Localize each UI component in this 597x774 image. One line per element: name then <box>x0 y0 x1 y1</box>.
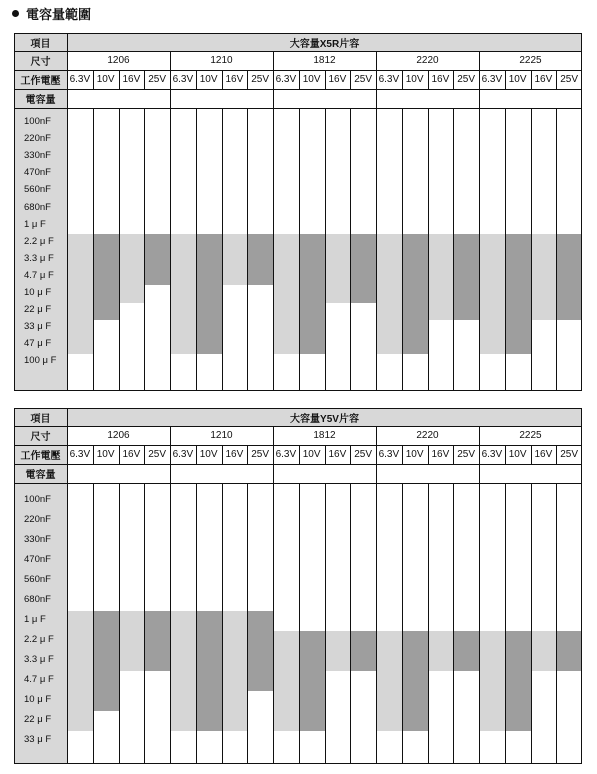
row-divider <box>14 89 582 90</box>
range-bar <box>144 234 170 285</box>
range-bar <box>144 611 170 671</box>
column-divider <box>325 445 326 464</box>
capacitance-value: 560nF <box>24 184 51 196</box>
column-divider <box>350 108 351 391</box>
column-divider <box>479 426 480 764</box>
size-header: 2225 <box>519 430 542 441</box>
voltage-header: 10V <box>96 449 115 460</box>
column-divider <box>119 108 120 391</box>
column-divider <box>428 70 429 89</box>
voltage-header: 10V <box>508 74 527 85</box>
column-divider <box>325 108 326 391</box>
capacitance-table-y5v <box>14 408 582 764</box>
voltage-header: 25V <box>148 74 167 85</box>
column-divider <box>428 445 429 464</box>
section-title-text: 電容量範圍 <box>26 7 92 22</box>
column-divider <box>247 483 248 764</box>
range-bar <box>325 631 351 671</box>
bullet-icon <box>12 10 19 17</box>
column-divider <box>222 70 223 89</box>
column-divider <box>247 70 248 89</box>
range-bar <box>273 234 299 354</box>
header-row-size <box>14 426 582 445</box>
capacitance-label: 電容量 <box>14 464 67 483</box>
column-divider <box>325 70 326 89</box>
column-divider <box>453 483 454 764</box>
column-divider <box>402 70 403 89</box>
capacitance-label: 電容量 <box>14 89 67 108</box>
table-title: 大容量Y5V片容 <box>67 408 582 426</box>
range-bar <box>247 611 273 691</box>
column-divider <box>402 483 403 764</box>
column-divider <box>273 426 274 764</box>
range-bar <box>376 631 402 731</box>
voltage-header: 10V <box>405 449 424 460</box>
column-divider <box>144 70 145 89</box>
voltage-header: 25V <box>354 449 373 460</box>
voltage-header: 6.3V <box>378 74 400 85</box>
capacitance-value: 220nF <box>24 133 51 145</box>
voltage-header: 25V <box>251 449 270 460</box>
range-bar <box>93 611 119 711</box>
header-row-item <box>14 408 582 426</box>
voltage-header: 16V <box>328 449 347 460</box>
voltage-label: 工作電壓 <box>14 445 67 464</box>
column-divider <box>222 108 223 391</box>
size-header: 1210 <box>210 55 233 66</box>
row-divider <box>14 464 582 465</box>
column-divider <box>196 70 197 89</box>
range-bar <box>222 611 248 731</box>
capacitance-value: 2.2 μ F <box>24 235 54 247</box>
range-bar <box>453 234 479 320</box>
size-header: 2225 <box>519 55 542 66</box>
voltage-header: 16V <box>534 449 553 460</box>
voltage-header: 16V <box>431 449 450 460</box>
range-bar <box>505 234 531 354</box>
column-divider <box>531 108 532 391</box>
voltage-header: 16V <box>122 74 141 85</box>
capacitance-value: 4.7 μ F <box>24 269 54 281</box>
range-bar <box>273 631 299 731</box>
voltage-header: 16V <box>225 74 244 85</box>
column-divider <box>273 51 274 391</box>
capacitance-value: 3.3 μ F <box>24 252 54 264</box>
item-label: 項目 <box>14 408 67 426</box>
column-divider <box>67 33 68 391</box>
size-header: 1210 <box>210 430 233 441</box>
capacitance-value: 100nF <box>24 494 51 505</box>
column-divider <box>556 445 557 464</box>
voltage-header: 10V <box>199 449 218 460</box>
column-divider <box>196 108 197 391</box>
column-divider <box>402 445 403 464</box>
section-title <box>12 4 91 23</box>
voltage-header: 6.3V <box>69 449 91 460</box>
column-divider <box>196 445 197 464</box>
voltage-header: 25V <box>148 449 167 460</box>
range-bar <box>531 234 557 320</box>
range-bar <box>299 234 325 354</box>
header-row-capacitance <box>14 89 582 108</box>
capacitance-value: 330nF <box>24 150 51 162</box>
capacitance-value: 47 μ F <box>24 338 52 350</box>
size-header: 1812 <box>313 55 336 66</box>
column-divider <box>247 445 248 464</box>
voltage-header: 25V <box>354 74 373 85</box>
capacitance-value: 680nF <box>24 594 51 605</box>
voltage-header: 25V <box>251 74 270 85</box>
capacitance-table-x5r <box>14 33 582 391</box>
voltage-header: 25V <box>457 449 476 460</box>
capacitance-value: 220nF <box>24 514 51 525</box>
column-divider <box>376 426 377 764</box>
column-divider <box>556 70 557 89</box>
range-bar <box>222 234 248 285</box>
range-bar <box>196 611 222 731</box>
range-bar <box>350 631 376 671</box>
column-divider <box>350 445 351 464</box>
column-divider <box>505 70 506 89</box>
column-divider <box>453 108 454 391</box>
column-divider <box>93 445 94 464</box>
header-row-size <box>14 51 582 70</box>
capacitance-value: 470nF <box>24 167 51 179</box>
voltage-header: 25V <box>457 74 476 85</box>
row-divider <box>14 426 582 427</box>
voltage-header: 25V <box>560 449 579 460</box>
size-header: 2220 <box>416 430 439 441</box>
voltage-header: 16V <box>328 74 347 85</box>
column-divider <box>531 70 532 89</box>
range-bar <box>170 234 196 354</box>
item-label: 項目 <box>14 33 67 51</box>
header-row-capacitance <box>14 464 582 483</box>
voltage-header: 16V <box>534 74 553 85</box>
range-bar <box>453 631 479 671</box>
capacitance-value: 470nF <box>24 554 51 565</box>
column-divider <box>350 483 351 764</box>
capacitance-value: 680nF <box>24 201 51 213</box>
range-bar <box>325 234 351 302</box>
column-divider <box>196 483 197 764</box>
voltage-header: 16V <box>431 74 450 85</box>
range-bar <box>119 234 145 302</box>
range-bar <box>428 631 454 671</box>
column-divider <box>222 483 223 764</box>
voltage-header: 10V <box>96 74 115 85</box>
voltage-header: 6.3V <box>275 74 297 85</box>
capacitance-value: 1 μ F <box>24 218 46 230</box>
size-header: 1812 <box>313 430 336 441</box>
column-divider <box>428 483 429 764</box>
range-bar <box>402 631 428 731</box>
row-divider <box>14 51 582 52</box>
range-bar <box>479 234 505 354</box>
capacitance-value: 10 μ F <box>24 694 52 705</box>
voltage-header: 6.3V <box>172 449 194 460</box>
column-divider <box>479 51 480 391</box>
voltage-header: 10V <box>302 74 321 85</box>
column-divider <box>299 483 300 764</box>
range-bar <box>67 234 93 354</box>
column-divider <box>376 51 377 391</box>
size-header: 1206 <box>107 55 130 66</box>
size-header: 2220 <box>416 55 439 66</box>
capacitance-value: 22 μ F <box>24 304 52 316</box>
column-divider <box>556 108 557 391</box>
column-divider <box>170 51 171 391</box>
column-divider <box>505 483 506 764</box>
capacitance-value: 330nF <box>24 534 51 545</box>
column-divider <box>93 108 94 391</box>
column-divider <box>119 445 120 464</box>
capacitance-value: 33 μ F <box>24 734 52 745</box>
voltage-header: 10V <box>199 74 218 85</box>
range-bar <box>196 234 222 354</box>
voltage-header: 6.3V <box>275 449 297 460</box>
column-divider <box>299 108 300 391</box>
voltage-header: 16V <box>225 449 244 460</box>
capacitance-value: 3.3 μ F <box>24 654 54 665</box>
column-divider <box>93 70 94 89</box>
column-divider <box>170 426 171 764</box>
voltage-header: 16V <box>122 449 141 460</box>
range-bar <box>299 631 325 731</box>
column-divider <box>247 108 248 391</box>
range-bar <box>350 234 376 302</box>
voltage-header: 25V <box>560 74 579 85</box>
column-divider <box>119 70 120 89</box>
column-divider <box>350 70 351 89</box>
range-bar <box>247 234 273 285</box>
voltage-header: 6.3V <box>378 449 400 460</box>
range-bar <box>556 631 582 671</box>
table-title: 大容量X5R片容 <box>67 33 582 51</box>
range-bar <box>93 234 119 320</box>
voltage-header: 10V <box>302 449 321 460</box>
voltage-header: 6.3V <box>481 74 503 85</box>
range-bar <box>170 611 196 731</box>
voltage-header: 10V <box>405 74 424 85</box>
voltage-header: 6.3V <box>172 74 194 85</box>
column-divider <box>402 108 403 391</box>
column-divider <box>453 70 454 89</box>
column-divider <box>505 108 506 391</box>
column-divider <box>299 70 300 89</box>
voltage-header: 6.3V <box>481 449 503 460</box>
column-divider <box>144 445 145 464</box>
column-divider <box>505 445 506 464</box>
range-bar <box>376 234 402 354</box>
column-divider <box>453 445 454 464</box>
capacitance-value: 560nF <box>24 574 51 585</box>
column-divider <box>119 483 120 764</box>
capacitance-value: 2.2 μ F <box>24 634 54 645</box>
column-divider <box>556 483 557 764</box>
column-divider <box>93 483 94 764</box>
capacitance-value: 10 μ F <box>24 287 52 298</box>
column-divider <box>144 108 145 391</box>
capacitance-value: 22 μ F <box>24 714 52 725</box>
range-bar <box>67 611 93 731</box>
range-bar <box>402 234 428 354</box>
size-label: 尺寸 <box>14 426 67 445</box>
range-bar <box>505 631 531 731</box>
column-divider <box>222 445 223 464</box>
header-row-item <box>14 33 582 51</box>
capacitance-value: 100nF <box>24 116 51 127</box>
range-bar <box>531 631 557 671</box>
capacitance-value: 33 μ F <box>24 321 52 333</box>
size-header: 1206 <box>107 430 130 441</box>
voltage-label: 工作電壓 <box>14 70 67 89</box>
column-divider <box>531 483 532 764</box>
column-divider <box>531 445 532 464</box>
column-divider <box>144 483 145 764</box>
capacitance-value: 4.7 μ F <box>24 674 54 685</box>
range-bar <box>428 234 454 320</box>
range-bar <box>119 611 145 671</box>
column-divider <box>428 108 429 391</box>
voltage-header: 6.3V <box>69 74 91 85</box>
voltage-header: 10V <box>508 449 527 460</box>
range-bar <box>556 234 582 320</box>
range-bar <box>479 631 505 731</box>
column-divider <box>299 445 300 464</box>
capacitance-value: 1 μ F <box>24 614 46 625</box>
size-label: 尺寸 <box>14 51 67 70</box>
column-divider <box>67 408 68 764</box>
capacitance-value: 100 μ F <box>24 355 57 367</box>
column-divider <box>325 483 326 764</box>
